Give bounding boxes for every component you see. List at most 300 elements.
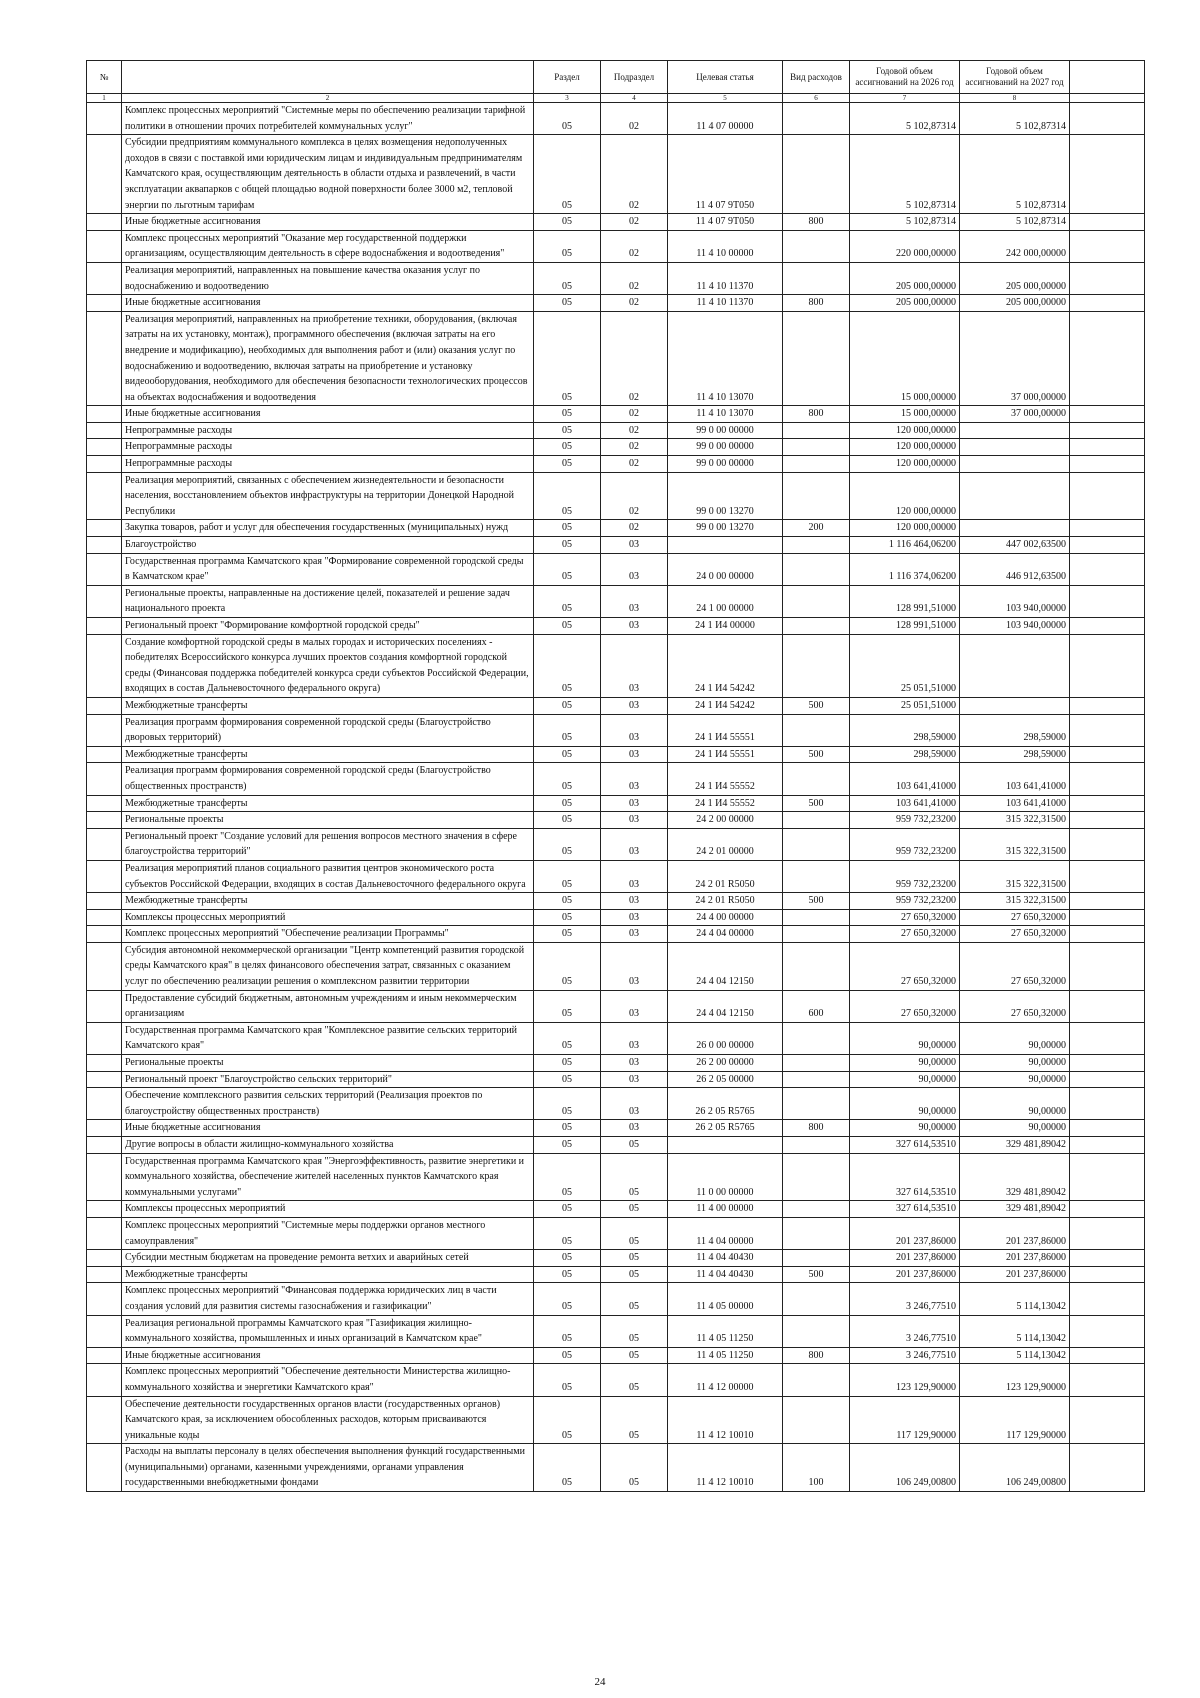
cell-name: Обеспечение комплексного развития сельских территорий (Реализация проектов по благоустройству общественных пространств): [122, 1088, 534, 1120]
cell-2026: 27 650,32000: [850, 990, 960, 1022]
cell-2027: 5 102,87314: [960, 103, 1070, 135]
cell-2026: 106 249,00800: [850, 1444, 960, 1492]
cell-vid: 800: [783, 1120, 850, 1137]
cell-num: [87, 828, 122, 860]
table-row: [87, 1217, 1145, 1249]
cell-vid: [783, 1201, 850, 1218]
cell-num: [87, 618, 122, 635]
page-number: 24: [594, 1676, 606, 1688]
cell-name: Комплекс процессных мероприятий "Обеспечение реализации Программы": [122, 926, 534, 943]
cell-num: [87, 439, 122, 456]
cell-spacer: [1070, 585, 1145, 617]
cell-2026: 90,00000: [850, 1055, 960, 1072]
cell-vid: [783, 828, 850, 860]
cell-name: Комплексы процессных мероприятий: [122, 909, 534, 926]
cell-num: [87, 553, 122, 585]
cell-spacer: [1070, 1444, 1145, 1492]
cell-num: [87, 135, 122, 214]
cell-spacer: [1070, 746, 1145, 763]
cell-name: Реализация мероприятий планов социального развития центров экономического роста субъектов Российской Федерации, входящих в состав Дальневосточного федерального округа: [122, 860, 534, 892]
cell-2026: 120 000,00000: [850, 439, 960, 456]
cell-razdel: 05: [534, 697, 601, 714]
cell-2026: 201 237,86000: [850, 1217, 960, 1249]
cell-2026: 3 246,77510: [850, 1347, 960, 1364]
cell-razdel: 05: [534, 214, 601, 231]
cell-target: 11 4 10 13070: [668, 311, 783, 406]
cell-target: 24 1 И4 55551: [668, 746, 783, 763]
cell-2027: 315 322,31500: [960, 812, 1070, 829]
header-index: 4: [601, 94, 668, 103]
cell-name: Реализация региональной программы Камчатского края "Газификация жилищно-коммунального хозяйства, промышленных и иных организаций в Камчатском крае": [122, 1315, 534, 1347]
cell-razdel: 05: [534, 618, 601, 635]
cell-razdel: 05: [534, 1444, 601, 1492]
cell-spacer: [1070, 553, 1145, 585]
cell-vid: [783, 1250, 850, 1267]
cell-razdel: 05: [534, 1071, 601, 1088]
cell-2027: 5 114,13042: [960, 1283, 1070, 1315]
cell-vid: [783, 1315, 850, 1347]
header-name: [122, 61, 534, 94]
cell-spacer: [1070, 1071, 1145, 1088]
cell-target: 24 4 04 12150: [668, 942, 783, 990]
cell-num: [87, 1153, 122, 1201]
cell-2027: 298,59000: [960, 746, 1070, 763]
cell-2027: 205 000,00000: [960, 262, 1070, 294]
cell-target: 11 4 12 10010: [668, 1444, 783, 1492]
cell-target: 24 1 И4 55551: [668, 714, 783, 746]
cell-razdel: 05: [534, 103, 601, 135]
cell-2026: 27 650,32000: [850, 909, 960, 926]
cell-spacer: [1070, 456, 1145, 473]
cell-razdel: 05: [534, 262, 601, 294]
cell-spacer: [1070, 406, 1145, 423]
cell-vid: [783, 618, 850, 635]
cell-vid: 800: [783, 1347, 850, 1364]
table-row: [87, 456, 1145, 473]
table-row: [87, 828, 1145, 860]
cell-2027: [960, 439, 1070, 456]
cell-num: [87, 1315, 122, 1347]
cell-razdel: 05: [534, 990, 601, 1022]
cell-target: 24 4 04 00000: [668, 926, 783, 943]
cell-target: 99 0 00 00000: [668, 456, 783, 473]
cell-name: Государственная программа Камчатского края "Комплексное развитие сельских территорий Камчатского края": [122, 1022, 534, 1054]
cell-num: [87, 1022, 122, 1054]
cell-num: [87, 1120, 122, 1137]
cell-podrazdel: 03: [601, 553, 668, 585]
cell-2027: 329 481,89042: [960, 1137, 1070, 1154]
cell-target: 24 2 00 00000: [668, 812, 783, 829]
cell-razdel: 05: [534, 1022, 601, 1054]
table-row: [87, 909, 1145, 926]
cell-target: 11 4 07 00000: [668, 103, 783, 135]
cell-razdel: 05: [534, 1120, 601, 1137]
cell-spacer: [1070, 860, 1145, 892]
cell-num: [87, 1364, 122, 1396]
cell-vid: [783, 714, 850, 746]
cell-vid: 800: [783, 214, 850, 231]
cell-razdel: 05: [534, 1055, 601, 1072]
cell-num: [87, 697, 122, 714]
cell-2026: 3 246,77510: [850, 1315, 960, 1347]
cell-name: Предоставление субсидий бюджетным, автономным учреждениям и иным некоммерческим организациям: [122, 990, 534, 1022]
cell-target: 11 4 05 11250: [668, 1315, 783, 1347]
cell-target: 11 4 05 11250: [668, 1347, 783, 1364]
cell-razdel: 05: [534, 746, 601, 763]
cell-vid: [783, 1022, 850, 1054]
cell-podrazdel: 03: [601, 828, 668, 860]
cell-2026: 90,00000: [850, 1022, 960, 1054]
cell-num: [87, 812, 122, 829]
cell-podrazdel: 03: [601, 860, 668, 892]
cell-name: Межбюджетные трансферты: [122, 795, 534, 812]
cell-2027: 90,00000: [960, 1055, 1070, 1072]
cell-name: Государственная программа Камчатского края "Энергоэффективность, развитие энергетики и коммунального хозяйства, обеспечение жителей населенных пунктов Камчатского края коммунальными услугами": [122, 1153, 534, 1201]
cell-name: Межбюджетные трансферты: [122, 697, 534, 714]
table-row: [87, 697, 1145, 714]
cell-target: 11 4 10 13070: [668, 406, 783, 423]
cell-razdel: 05: [534, 1266, 601, 1283]
cell-podrazdel: 03: [601, 697, 668, 714]
cell-vid: [783, 262, 850, 294]
cell-podrazdel: 02: [601, 311, 668, 406]
cell-2026: 959 732,23200: [850, 860, 960, 892]
cell-spacer: [1070, 1315, 1145, 1347]
cell-razdel: 05: [534, 1217, 601, 1249]
table-row: [87, 714, 1145, 746]
cell-target: 11 4 12 10010: [668, 1396, 783, 1444]
cell-2027: 446 912,63500: [960, 553, 1070, 585]
cell-spacer: [1070, 763, 1145, 795]
table-row: [87, 439, 1145, 456]
cell-num: [87, 763, 122, 795]
cell-razdel: 05: [534, 537, 601, 554]
cell-2026: 5 102,87314: [850, 103, 960, 135]
cell-target: 11 4 04 00000: [668, 1217, 783, 1249]
table-row: [87, 990, 1145, 1022]
cell-name: Реализация мероприятий, направленных на приобретение техники, оборудования, (включая затраты на их установку, монтаж), программного обеспечения (включая затраты на его внедрение и модификацию), необходимых для выполнения работ и (или) оказания услуг по водоснабжению и водоотведению, включая затраты на приобретение и установку видеооборудования, необходимого для обеспечения безопасности технологических процессов на объектах водоснабжения и водоотведения: [122, 311, 534, 406]
table-row: [87, 1266, 1145, 1283]
cell-2027: 90,00000: [960, 1071, 1070, 1088]
cell-razdel: 05: [534, 860, 601, 892]
cell-2027: 5 114,13042: [960, 1347, 1070, 1364]
header-index: 8: [960, 94, 1070, 103]
cell-name: Реализация мероприятий, связанных с обеспечением жизнедеятельности и безопасности населения, восстановлением объектов инфраструктуры на территории Донецкой Народной Республики: [122, 472, 534, 520]
cell-2027: 103 940,00000: [960, 618, 1070, 635]
table-row: [87, 1315, 1145, 1347]
table-row: [87, 472, 1145, 520]
budget-sheet: [86, 60, 1144, 1492]
cell-num: [87, 990, 122, 1022]
cell-num: [87, 1250, 122, 1267]
cell-target: 11 4 10 11370: [668, 262, 783, 294]
table-row: [87, 812, 1145, 829]
cell-2026: 298,59000: [850, 746, 960, 763]
cell-vid: [783, 135, 850, 214]
cell-name: Другие вопросы в области жилищно-коммунального хозяйства: [122, 1137, 534, 1154]
cell-target: 24 4 04 12150: [668, 990, 783, 1022]
cell-podrazdel: 05: [601, 1315, 668, 1347]
cell-target: 11 0 00 00000: [668, 1153, 783, 1201]
cell-2026: 15 000,00000: [850, 311, 960, 406]
table-row: [87, 1022, 1145, 1054]
cell-name: Непрограммные расходы: [122, 422, 534, 439]
cell-podrazdel: 03: [601, 634, 668, 697]
cell-vid: [783, 1088, 850, 1120]
cell-name: Создание комфортной городской среды в малых городах и исторических поселениях - победителях Всероссийского конкурса лучших проектов создания комфортной городской среды (Финансовая поддержка победителей конкурса среди субъектов Российской Федерации, входящих в состав Дальневосточного федерального округа): [122, 634, 534, 697]
cell-name: Иные бюджетные ассигнования: [122, 214, 534, 231]
cell-num: [87, 1201, 122, 1218]
cell-num: [87, 634, 122, 697]
cell-name: Комплекс процессных мероприятий "Системные меры поддержки органов местного самоуправления": [122, 1217, 534, 1249]
cell-spacer: [1070, 714, 1145, 746]
cell-2027: [960, 472, 1070, 520]
cell-2026: 5 102,87314: [850, 214, 960, 231]
table-row: [87, 585, 1145, 617]
cell-2026: 205 000,00000: [850, 262, 960, 294]
header-index: 7: [850, 94, 960, 103]
cell-num: [87, 714, 122, 746]
cell-num: [87, 1137, 122, 1154]
cell-num: [87, 860, 122, 892]
cell-name: Государственная программа Камчатского края "Формирование современной городской среды в Камчатском крае": [122, 553, 534, 585]
header-2027: Годовой объем ассигнований на 2027 год: [960, 61, 1070, 94]
cell-podrazdel: 02: [601, 439, 668, 456]
cell-spacer: [1070, 1120, 1145, 1137]
cell-razdel: 05: [534, 422, 601, 439]
cell-vid: [783, 103, 850, 135]
cell-2027: 329 481,89042: [960, 1201, 1070, 1218]
cell-podrazdel: 03: [601, 990, 668, 1022]
cell-target: 11 4 07 9Т050: [668, 214, 783, 231]
cell-name: Закупка товаров, работ и услуг для обеспечения государственных (муниципальных) нужд: [122, 520, 534, 537]
table-row: [87, 1137, 1145, 1154]
cell-spacer: [1070, 795, 1145, 812]
cell-name: Комплекс процессных мероприятий "Обеспечение деятельности Министерства жилищно-коммунального хозяйства и энергетики Камчатского края": [122, 1364, 534, 1396]
table-row: [87, 103, 1145, 135]
cell-name: Региональные проекты: [122, 1055, 534, 1072]
cell-razdel: 05: [534, 553, 601, 585]
cell-name: Региональный проект "Формирование комфортной городской среды": [122, 618, 534, 635]
cell-name: Реализация программ формирования современной городской среды (Благоустройство дворовых территорий): [122, 714, 534, 746]
cell-name: Субсидии предприятиям коммунального комплекса в целях возмещения недополученных доходов в связи с поставкой ими юридическим лицам и индивидуальным предпринимателям Камчатского края, осуществляющим деятельность в области отдыха и развлечений, в части эксплуатации аквапарков с общей площадью водной поверхности более 3000 м2, тепловой энергии по льготным тарифам: [122, 135, 534, 214]
cell-num: [87, 520, 122, 537]
cell-2026: 959 732,23200: [850, 812, 960, 829]
cell-name: Комплекс процессных мероприятий "Финансовая поддержка юридических лиц в части создания условий для развития системы газоснабжения и газификации": [122, 1283, 534, 1315]
cell-name: Комплексы процессных мероприятий: [122, 1201, 534, 1218]
cell-podrazdel: 02: [601, 135, 668, 214]
table-row: [87, 763, 1145, 795]
cell-target: 99 0 00 13270: [668, 520, 783, 537]
cell-spacer: [1070, 1396, 1145, 1444]
cell-podrazdel: 03: [601, 909, 668, 926]
cell-vid: [783, 812, 850, 829]
cell-vid: [783, 860, 850, 892]
cell-num: [87, 456, 122, 473]
cell-name: Благоустройство: [122, 537, 534, 554]
table-row: [87, 795, 1145, 812]
table-row: [87, 553, 1145, 585]
table-row: [87, 942, 1145, 990]
table-row: [87, 860, 1145, 892]
table-row: [87, 618, 1145, 635]
cell-num: [87, 295, 122, 312]
cell-vid: 100: [783, 1444, 850, 1492]
cell-2027: 37 000,00000: [960, 311, 1070, 406]
cell-2026: 959 732,23200: [850, 828, 960, 860]
cell-num: [87, 1071, 122, 1088]
cell-target: 99 0 00 00000: [668, 422, 783, 439]
cell-spacer: [1070, 1088, 1145, 1120]
cell-name: Иные бюджетные ассигнования: [122, 295, 534, 312]
table-row: [87, 214, 1145, 231]
cell-2026: 1 116 374,06200: [850, 553, 960, 585]
header-index-row: [87, 94, 1145, 103]
cell-target: 26 2 05 R5765: [668, 1088, 783, 1120]
table-body: [87, 103, 1145, 1492]
cell-num: [87, 537, 122, 554]
cell-2027: 5 102,87314: [960, 214, 1070, 231]
table-row: [87, 1347, 1145, 1364]
cell-vid: [783, 926, 850, 943]
cell-podrazdel: 05: [601, 1347, 668, 1364]
cell-2026: 27 650,32000: [850, 926, 960, 943]
cell-podrazdel: 03: [601, 893, 668, 910]
header-index: [1070, 94, 1145, 103]
cell-razdel: 05: [534, 634, 601, 697]
cell-spacer: [1070, 990, 1145, 1022]
cell-spacer: [1070, 1250, 1145, 1267]
cell-podrazdel: 02: [601, 520, 668, 537]
cell-name: Региональный проект "Благоустройство сельских территорий": [122, 1071, 534, 1088]
cell-2026: 201 237,86000: [850, 1250, 960, 1267]
cell-2026: 327 614,53510: [850, 1201, 960, 1218]
cell-spacer: [1070, 942, 1145, 990]
table-row: [87, 893, 1145, 910]
cell-2027: 27 650,32000: [960, 942, 1070, 990]
cell-name: Расходы на выплаты персоналу в целях обеспечения выполнения функций государственными (муниципальными) органами, казенными учреждениями, органами управления государственными внебюджетными фондами: [122, 1444, 534, 1492]
cell-2026: 90,00000: [850, 1071, 960, 1088]
cell-2026: 25 051,51000: [850, 634, 960, 697]
cell-vid: [783, 763, 850, 795]
cell-vid: 800: [783, 406, 850, 423]
cell-num: [87, 472, 122, 520]
cell-razdel: 05: [534, 311, 601, 406]
cell-2026: 327 614,53510: [850, 1137, 960, 1154]
header-index: 5: [668, 94, 783, 103]
cell-razdel: 05: [534, 1315, 601, 1347]
header-index: 3: [534, 94, 601, 103]
cell-2026: 103 641,41000: [850, 795, 960, 812]
cell-2026: 327 614,53510: [850, 1153, 960, 1201]
cell-podrazdel: 02: [601, 103, 668, 135]
cell-vid: 500: [783, 893, 850, 910]
header-row: [87, 61, 1145, 94]
cell-name: Непрограммные расходы: [122, 439, 534, 456]
cell-razdel: 05: [534, 893, 601, 910]
cell-2026: 120 000,00000: [850, 456, 960, 473]
cell-spacer: [1070, 1201, 1145, 1218]
cell-spacer: [1070, 472, 1145, 520]
cell-vid: 500: [783, 746, 850, 763]
cell-target: 11 4 07 9Т050: [668, 135, 783, 214]
cell-razdel: 05: [534, 909, 601, 926]
cell-spacer: [1070, 230, 1145, 262]
table-row: [87, 520, 1145, 537]
header-index: 6: [783, 94, 850, 103]
header-podrazdel: Подраздел: [601, 61, 668, 94]
cell-2026: 120 000,00000: [850, 422, 960, 439]
cell-2027: 103 641,41000: [960, 795, 1070, 812]
cell-2027: 90,00000: [960, 1022, 1070, 1054]
cell-2027: [960, 697, 1070, 714]
cell-target: 99 0 00 00000: [668, 439, 783, 456]
cell-num: [87, 909, 122, 926]
cell-target: 11 4 00 00000: [668, 1201, 783, 1218]
cell-num: [87, 1283, 122, 1315]
cell-target: 24 1 И4 54242: [668, 634, 783, 697]
cell-2027: 315 322,31500: [960, 893, 1070, 910]
header-target: Целевая статья: [668, 61, 783, 94]
cell-2027: 27 650,32000: [960, 909, 1070, 926]
header-vid: Вид расходов: [783, 61, 850, 94]
cell-2026: 959 732,23200: [850, 893, 960, 910]
cell-razdel: 05: [534, 812, 601, 829]
cell-spacer: [1070, 295, 1145, 312]
cell-2027: 5 102,87314: [960, 135, 1070, 214]
cell-vid: 800: [783, 295, 850, 312]
cell-razdel: 05: [534, 1153, 601, 1201]
table-row: [87, 1071, 1145, 1088]
cell-2027: 37 000,00000: [960, 406, 1070, 423]
cell-2027: 123 129,90000: [960, 1364, 1070, 1396]
cell-2027: 27 650,32000: [960, 926, 1070, 943]
cell-razdel: 05: [534, 1396, 601, 1444]
cell-2027: 106 249,00800: [960, 1444, 1070, 1492]
cell-vid: [783, 1055, 850, 1072]
cell-spacer: [1070, 422, 1145, 439]
cell-spacer: [1070, 1055, 1145, 1072]
cell-num: [87, 585, 122, 617]
cell-vid: [783, 311, 850, 406]
cell-vid: [783, 472, 850, 520]
cell-podrazdel: 05: [601, 1153, 668, 1201]
cell-2026: 120 000,00000: [850, 520, 960, 537]
cell-vid: 500: [783, 1266, 850, 1283]
cell-razdel: 05: [534, 926, 601, 943]
cell-razdel: 05: [534, 1088, 601, 1120]
cell-target: 24 1 И4 54242: [668, 697, 783, 714]
cell-spacer: [1070, 1217, 1145, 1249]
table-row: [87, 1201, 1145, 1218]
cell-vid: [783, 1071, 850, 1088]
cell-vid: [783, 439, 850, 456]
cell-2027: 205 000,00000: [960, 295, 1070, 312]
cell-2026: 205 000,00000: [850, 295, 960, 312]
cell-num: [87, 262, 122, 294]
cell-vid: [783, 230, 850, 262]
table-row: [87, 422, 1145, 439]
cell-num: [87, 893, 122, 910]
cell-num: [87, 1055, 122, 1072]
cell-podrazdel: 02: [601, 262, 668, 294]
cell-target: 24 1 И4 55552: [668, 763, 783, 795]
header-index: 1: [87, 94, 122, 103]
table-row: [87, 1153, 1145, 1201]
cell-2026: 298,59000: [850, 714, 960, 746]
cell-2027: [960, 456, 1070, 473]
cell-podrazdel: 05: [601, 1250, 668, 1267]
